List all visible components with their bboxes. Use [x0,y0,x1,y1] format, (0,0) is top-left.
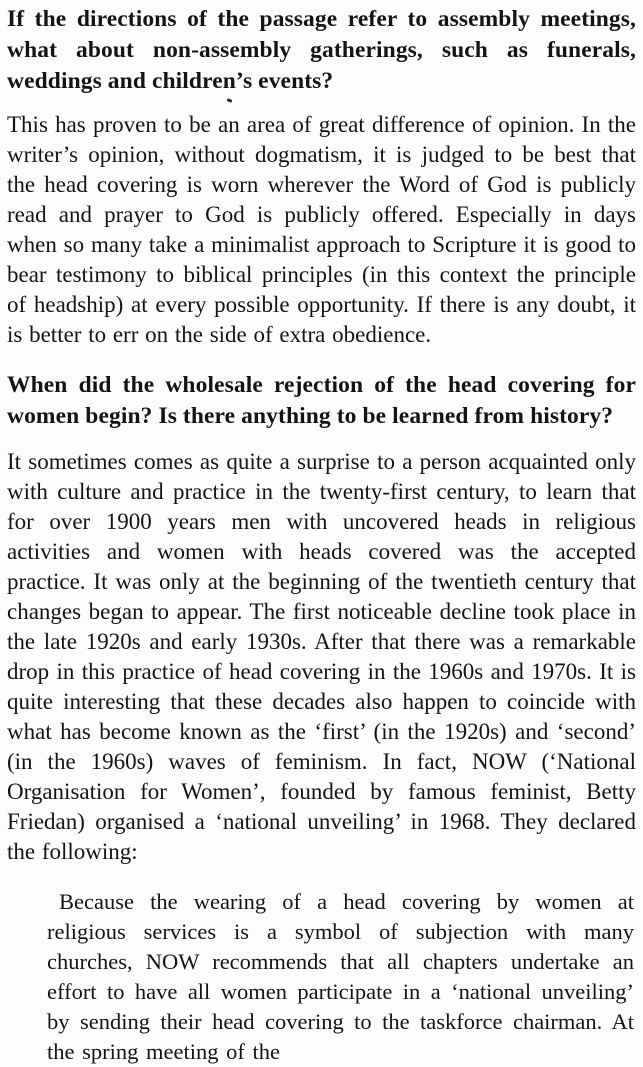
question-heading-assembly-meetings: If the directions of the passage refer to assembly meetings, what about non-assembly gatherings, such as funerals, weddings and children’s events? [7,6,636,94]
scan-speck-artifact [227,98,233,103]
answer-paragraph-history: It sometimes comes as quite a surprise to a person acquainted only with culture and practice in the twenty-first century, to learn that for over 1900 years men with uncovered heads in religious activities and women with heads covered was the accepted practice. It was only at the beginning of the twentieth century that changes began to appear. The first noticeable decline took place in the late 1920s and early 1930s. After that there was a remarkable drop in this practice of head covering in the 1960s and 1970s. It is quite interesting that these decades also happen to coincide with what has become known as the ‘first’ (in the 1920s) and ‘second’ (in the 1960s) waves of feminism. In fact, NOW (‘National Organisation for Women’, founded by famous feminist, Betty Friedan) organised a ‘national unveiling’ in 1968. They declared the following: [7,449,636,864]
now-declaration-quote: Because the wearing of a head covering by women at religious services is a symbol of subjection with many churches, NOW recommends that all chapters undertake an effort to have all women participate in a ‘national unveiling’ by sending their head covering to the taskforce chairman. At the spring meeting of the [47,889,634,1064]
question-heading-history: When did the wholesale rejection of the head covering for women begin? Is there anything to be learned from history? [7,372,636,429]
answer-paragraph-opinion: This has proven to be an area of great difference of opinion. In the writer’s opinion, without dogmatism, it is judged to be best that the head covering is worn wherever the Word of God is publicly read and prayer to God is publicly offered. Especially in days when so many take a minimalist approach to Scripture it is good to bear testimony to biblical principles (in this context the principle of headship) at every possible opportunity. If there is any doubt, it is better to err on the side of extra obedience. [7,112,636,347]
